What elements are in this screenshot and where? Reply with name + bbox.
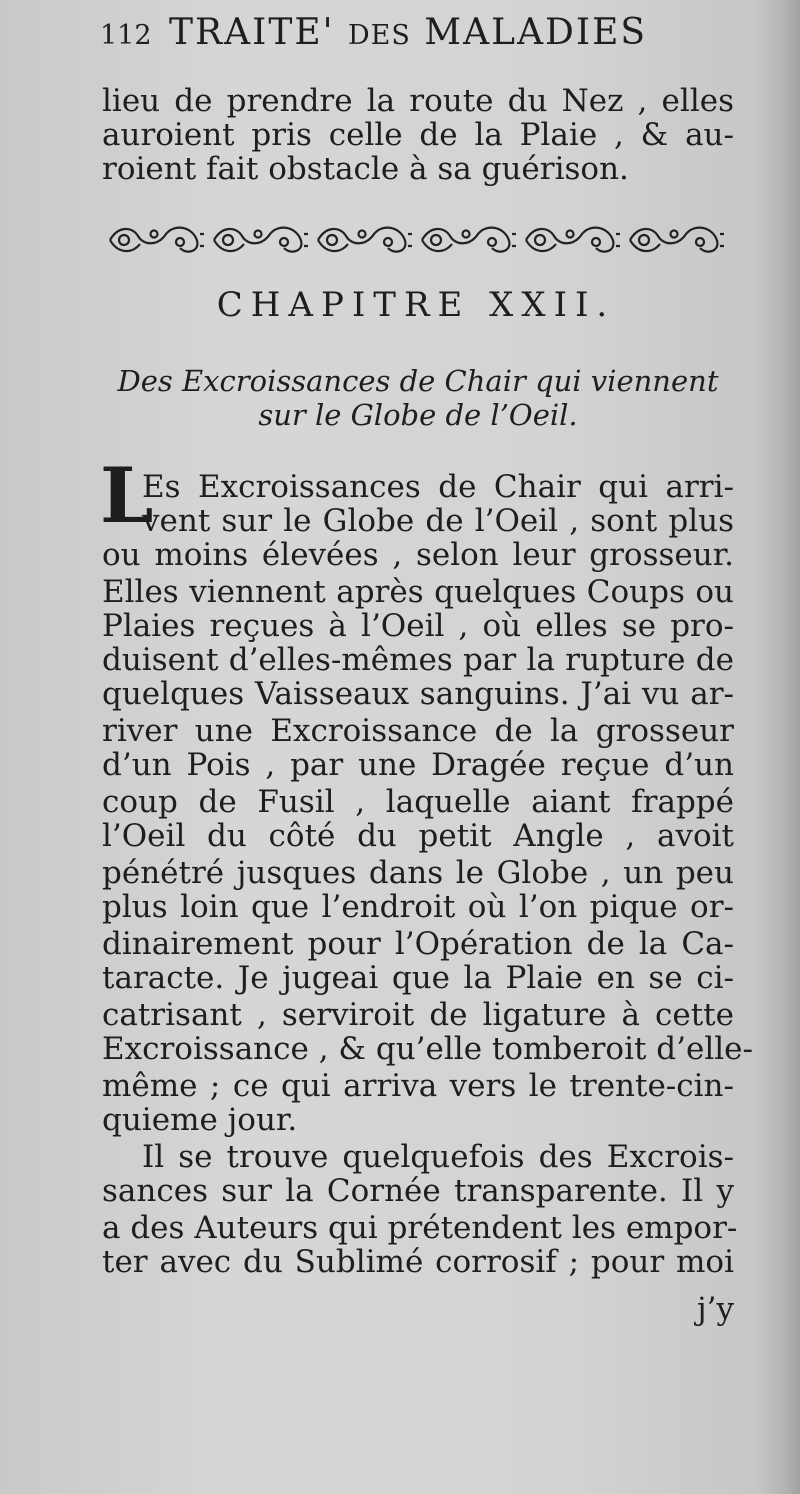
page-number: 112 (100, 20, 152, 51)
text-line: ou moins élevées , selon leur grosseur. (102, 537, 734, 573)
text-line: vent sur le Globe de l’Oeil , sont plus (142, 503, 734, 539)
text-line: Plaies reçues à l’Oeil , où elles se pro- (102, 608, 734, 644)
page-edge-shadow (756, 0, 800, 1494)
text-line: quelques Vaisseaux sanguins. J’ai vu ar- (102, 676, 734, 712)
chapter-subtitle-line: Des Excroissances de Chair qui viennent (117, 364, 719, 398)
running-head-title-1: TRAITE' (169, 12, 335, 53)
drop-cap: L (100, 451, 154, 540)
running-head-title-3: MALADIES (424, 12, 648, 53)
text-line: sances sur la Cornée transparente. Il y (102, 1173, 734, 1209)
text-line: river une Excroissance de la grosseur (102, 713, 734, 749)
text-line: plus loin que l’endroit où l’on pique or- (102, 889, 734, 925)
text-line: pénétré jusques dans le Globe , un peu (102, 855, 734, 891)
text-line: lieu de prendre la route du Nez , elles (102, 83, 734, 119)
text-line: Elles viennent après quelques Coups ou (102, 574, 734, 610)
text-line: Il se trouve quelquefois des Excrois- (142, 1139, 734, 1175)
text-line: dinairement pour l’Opération de la Ca- (102, 926, 734, 962)
text-line: catrisant , serviroit de ligature à cette (102, 997, 734, 1033)
text-line: duisent d’elles-mêmes par la rupture de (102, 642, 734, 678)
running-head (100, 12, 740, 60)
text-line: quieme jour. (102, 1102, 298, 1138)
chapter-subtitle-line: sur le Globe de l’Oeil. (258, 398, 578, 432)
chapter-heading: CHAPITRE XXII. (216, 285, 616, 325)
catchword: j’y (697, 1291, 734, 1327)
text-line: coup de Fusil , laquelle aiant frappé (102, 784, 734, 820)
text-line: taracte. Je jugeai que la Plaie en se ci- (102, 960, 734, 996)
text-line: même ; ce qui arriva vers le trente-cin- (102, 1068, 734, 1104)
text-line: a des Auteurs qui prétendent les empor- (102, 1210, 738, 1246)
running-head-title-2: DES (347, 20, 411, 51)
text-line: Es Excroissances de Chair qui arri- (142, 469, 734, 505)
text-line: d’un Pois , par une Dragée reçue d’un (102, 747, 734, 783)
text-line: auroient pris celle de la Plaie , & au- (102, 117, 734, 153)
text-line: roient fait obstacle à sa guérison. (102, 151, 629, 187)
text-line: l’Oeil du côté du petit Angle , avoit (102, 818, 734, 854)
text-line: ter avec du Sublimé corrosif ; pour moi (102, 1244, 734, 1280)
decorative-ornament-band (104, 220, 732, 260)
text-line: Excroissance , & qu’elle tomberoit d’elle- (102, 1031, 753, 1067)
